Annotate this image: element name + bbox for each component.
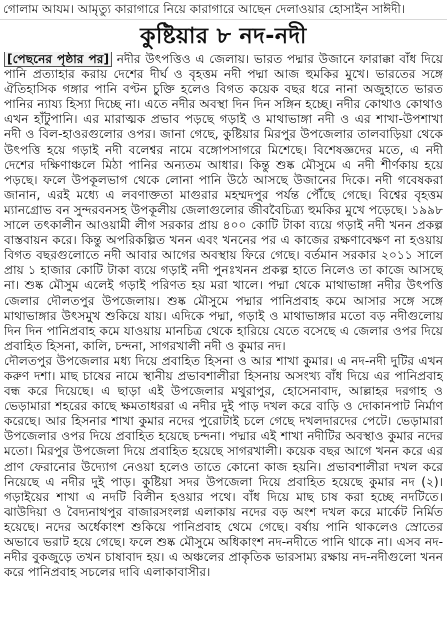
paragraph-text: দৌলতপুর উপজেলার মধ্য দিয়ে প্রবাহিত হিসনা ও আর শাখা কুমার। এ নদ-নদী দুটির এখন করুণ দশা। মাছ চাষের নামে স্থানীয় প্রভাবশালীরা হিসনায় অসংখ্য বাঁধ দিয়ে এর পানিপ্রবাহ বন্ধ করে দিয়েছে। এ ছাড়া এই উপজেলার মথুরাপুর, হোসেনাবাদ, আল্লাহর দরগাহ ও ভেড়ামারা শহরের কাছে ক্ষমতাধররা এ নদীর দুই পাড় দখল করে বাড়ি ও দোকানপাট নির্মাণ করেছে। আর হিসনার শাখা কুমার নদের পুরোটাই চলে গেছে দখলদারদের পেটে। ভেড়ামারা উপজেলার ওপর দিয়ে প্রবাহিত হয়েছে চন্দনা। পদ্মার এই শাখা নদীটির অবস্থাও কুমার নদের মতো। মিরপুর উপজেলা দিয়ে প্রবাহিত হয়েছে সাগরখালী। কয়েক বছর আগে খনন করে এর প্রাণ ফেরানোর উদ্যোগ নেওয়া হলেও তাতে কোনো কাজ হয়নি। প্রভাবশালীরা দখল করে নিয়েছে এ নদীর দুই পাড়। কুষ্টিয়া সদর উপজেলা দিয়ে প্রবাহিত হয়েছে কুমার নদ (২)। গড়াইয়ের শাখা এ নদটি বিলীন হওয়ার পথে। বাঁধ দিয়ে মাছ চাষ করা হচ্ছে নদটিতে। ঝাউদিয়া ও বৈদ্যনাথপুর বাজারসংলগ্ন এলাকায় নদের বড় অংশ দখল করে মার্কেট নির্মিত হয়েছে। নদের অর্ধেকাংশ শুকিয়ে পানিপ্রবাহ থেমে গেছে। বর্ষায় পানি থাকলেও স্রোতের অভাবে ভরাট হয়ে গেছে। ফলে শুষ্ক মৌসুমে অধিকাংশ নদ-নদীতে পানি থাকে না। এসব নদ-নদীর বুকজুড়ে তখন চাষাবাদ হয়। এ অঞ্চলের প্রাকৃতিক ভারসাম্য রক্ষায় নদ-নদীগুলো খনন করে পানিপ্রবাহ সচলের দাবি এলাকাবাসীর। xyxy=(4,353,443,580)
continued-from-label: [পেছনের পৃষ্ঠার পর] xyxy=(4,52,112,67)
article-paragraph xyxy=(4,52,443,354)
paragraph-text: নদীর উৎপত্তিও এ জেলায়। ভারত পদ্মার উজানে ফারাক্কা বাঁধ দিয়ে পানি প্রত্যাহার করায় দেশের দীর্ঘ ও বৃহত্তম নদী পদ্মা আজ হুমকির মুখে। ভারতের সঙ্গে ঐতিহাসিক গঙ্গার পানি বণ্টন চুক্তি হলেও বিগত কয়েক বছর ধরে নানা অজুহাতে ভারত পানির ন্যায্য হিস্যা দিচ্ছে না। এতে নদীর অবস্থা দিন দিন সঙ্গিন হচ্ছে। নদীর কোথাও কোথাও এখন হাঁটুপানি। এর মারাত্মক প্রভাব পড়ছে গড়াই ও মাথাভাঙ্গা নদী ও এর শাখা-উপশাখা নদী ও বিল-হাওরগুলোর ওপর। জানা গেছে, কুষ্টিয়ার মিরপুর উপজেলার তালবাড়িয়া থেকে উৎপত্তি হয়ে গড়াই নদী বলেশ্বর নামে বঙ্গোপসাগরে মিশেছে। বিশেষজ্ঞদের মতে, এ নদী দেশের দক্ষিণাঞ্চলে মিঠা পানির অন্যতম আধার। কিন্তু শুষ্ক মৌসুমে এ নদী শীর্ণকায় হয়ে পড়ছে। ফলে উপকূলভাগ থেকে লোনা পানি উঠে আসছে উজানের দিকে। নদী গবেষকরা জানান, এরই মধ্যে এ লবণাক্ততা মাগুরার মহম্মদপুর পর্যন্ত পৌঁছে গেছে। বিশ্বের বৃহত্তম ম্যানগ্রোভ বন সুন্দরবনসহ উপকূলীয় জেলাগুলোর জীববৈচিত্র্য হুমকির মুখে পড়েছে। ১৯৯৮ সালে তৎকালীন আওয়ামী লীগ সরকার প্রায় ৪০০ কোটি টাকা ব্যয়ে গড়াই নদী খনন প্রকল্প বাস্তবায়ন করে। কিন্তু অপরিকল্পিত খনন এবং খননের পর এ কাজের রক্ষণাবেক্ষণ না হওয়ায় বিগত বছরগুলোতে নদী আবার আগের অবস্থায় ফিরে গেছে। বর্তমান সরকার ২০১১ সালে প্রায় ১ হাজার কোটি টাকা ব্যয়ে গড়াই নদী পুনঃখনন প্রকল্প হাতে নিলেও তা কাজে আসছে না। শুষ্ক মৌসুম এলেই গড়াই পরিণত হয় মরা খালে। পদ্মা থেকে মাথাভাঙ্গা নদীর উৎপত্তি জেলার দৌলতপুর উপজেলায়। শুষ্ক মৌসুমে পদ্মার পানিপ্রবাহ কমে আসার সঙ্গে সঙ্গে মাথাভাঙ্গার উৎসমুখ শুকিয়ে যায়। এদিকে পদ্মা, গড়াই ও মাথাভাঙ্গার মতো বড় নদীগুলোয় দিন দিন পানিপ্রবাহ কমে যাওয়ায় মানচিত্র থেকে হারিয়ে যেতে বসেছে এ জেলার ওপর দিয়ে প্রবাহিত হিসনা, কালি, চন্দনা, সাগরখালী নদী ও কুমার নদ। xyxy=(4,52,443,353)
previous-article-tail: গোলাম আযম। আমৃত্যু কারাগারে নিয়ে কারাগারে আছেন দেলাওয়ার হোসাইন সাঈদী। xyxy=(0,0,447,20)
article-headline: কুষ্টিয়ার ৮ নদ-নদী xyxy=(140,24,307,49)
article-body xyxy=(4,52,443,638)
article-paragraph xyxy=(4,354,443,580)
